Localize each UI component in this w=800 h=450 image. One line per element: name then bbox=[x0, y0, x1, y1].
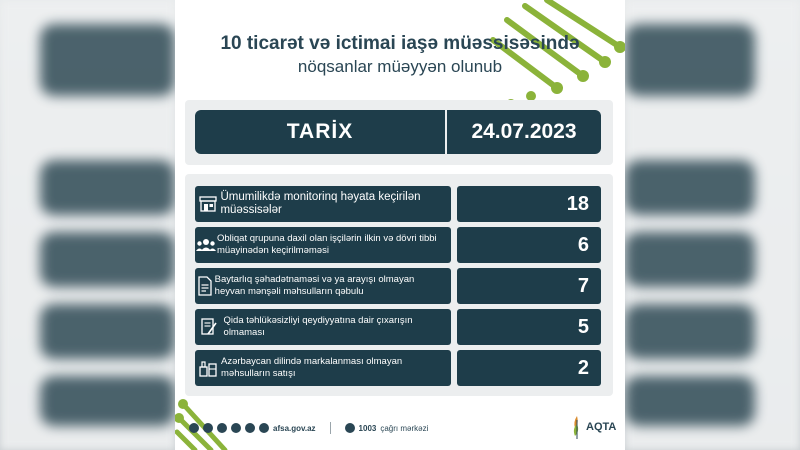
stat-row-label-box bbox=[195, 227, 451, 263]
facebook-icon[interactable] bbox=[203, 423, 213, 433]
stat-row-value: 6 bbox=[457, 227, 601, 263]
globe-icon[interactable] bbox=[189, 423, 199, 433]
date-label: TARİX bbox=[286, 120, 354, 143]
logo-text: AQTA bbox=[586, 421, 617, 433]
instagram-icon[interactable] bbox=[217, 423, 227, 433]
green-line-decoration-icon bbox=[175, 390, 245, 450]
document-icon bbox=[195, 276, 215, 296]
stat-row bbox=[195, 186, 601, 222]
stat-row bbox=[195, 350, 601, 386]
stat-row-value: 5 bbox=[457, 309, 601, 345]
stat-row-label: Baytarlıq şəhadətnaməsi və ya arayışı olmayan heyvan mənşəli məhsulların qəbulu bbox=[214, 274, 415, 297]
stat-row-label: Azərbaycan dilində markalanması olmayan məhsulların satışı bbox=[221, 356, 403, 379]
stat-row-label-box bbox=[195, 186, 451, 222]
green-line-decoration-icon bbox=[465, 0, 625, 110]
website-link[interactable]: afsa.gov.az bbox=[273, 423, 316, 433]
blurred-background-block bbox=[625, 232, 755, 287]
people-group-icon bbox=[195, 238, 217, 252]
blurred-background-block bbox=[625, 160, 755, 215]
infographic-card bbox=[175, 0, 625, 450]
stat-row bbox=[195, 268, 601, 304]
date-bar bbox=[195, 110, 601, 154]
products-icon bbox=[195, 359, 221, 377]
stat-row-value: 7 bbox=[457, 268, 601, 304]
stat-row bbox=[195, 227, 601, 263]
twitter-icon[interactable] bbox=[245, 423, 255, 433]
footer bbox=[189, 421, 428, 435]
blurred-background-block bbox=[40, 160, 175, 215]
blurred-background-block bbox=[40, 304, 175, 359]
wheat-emblem-icon bbox=[571, 414, 583, 440]
stat-row-value: 2 bbox=[457, 350, 601, 386]
headline-title: 10 ticarət və ictimai iaşə müəssisəsində bbox=[220, 33, 580, 54]
phone-icon bbox=[345, 423, 355, 433]
youtube-icon[interactable] bbox=[231, 423, 241, 433]
blurred-background-block bbox=[40, 376, 175, 426]
divider bbox=[330, 422, 331, 434]
hotline-label: çağrı mərkəzi bbox=[380, 423, 429, 433]
stat-row-label-box bbox=[195, 309, 451, 345]
telegram-icon[interactable] bbox=[259, 423, 269, 433]
stat-row-label: Qida təhlükəsizliyi qeydiyyatına dair çıxarışın olmaması bbox=[223, 315, 413, 338]
storefront-icon bbox=[195, 196, 220, 212]
stat-row-label-box bbox=[195, 350, 451, 386]
certificate-icon bbox=[195, 317, 224, 337]
headline-subtitle: nöqsanlar müəyyən olunub bbox=[297, 57, 503, 76]
blurred-background-block bbox=[625, 376, 755, 426]
hotline-number: 1003 bbox=[358, 423, 377, 433]
date-value: 24.07.2023 bbox=[471, 120, 577, 143]
stat-row bbox=[195, 309, 601, 345]
stat-row-label: Ümumilikdə monitorinq həyata keçirilən müəssisələr bbox=[220, 191, 421, 216]
stat-row-value: 18 bbox=[457, 186, 601, 222]
stat-row-label: Obliqat qrupuna daxil olan işçilərin ilkin və dövri tibbi müayinədən keçirilməməsi bbox=[217, 233, 437, 256]
blurred-background-block bbox=[40, 24, 175, 96]
aqta-logo bbox=[571, 412, 619, 442]
blurred-background-block bbox=[40, 232, 175, 287]
blurred-background-block bbox=[625, 304, 755, 359]
stat-row-label-box bbox=[195, 268, 451, 304]
blurred-background-block bbox=[625, 24, 755, 96]
